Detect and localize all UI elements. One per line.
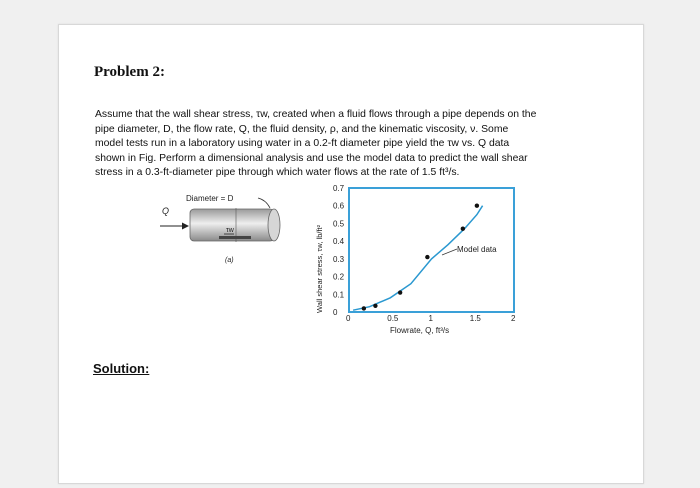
annotation-model-data: Model data: [457, 245, 497, 254]
data-point: [461, 227, 465, 231]
y-tick-label: 0: [333, 308, 338, 317]
y-tick-label: 0.4: [333, 237, 345, 247]
y-tick-label: 0.5: [333, 219, 345, 229]
data-point: [373, 304, 377, 308]
x-axis-label: Flowrate, Q, ft³/s: [390, 326, 450, 335]
data-point: [425, 255, 429, 259]
x-tick-label: 0.5: [387, 314, 399, 323]
solution-heading: Solution:: [93, 361, 150, 376]
y-axis-label: Wall shear stress, τw, lb/ft²: [315, 224, 324, 313]
x-tick-label: 1: [428, 314, 433, 323]
tau-label: τw: [226, 227, 234, 234]
x-tick-label: 2: [511, 314, 516, 323]
y-tick-label: 0.6: [333, 201, 345, 211]
data-point: [362, 306, 366, 310]
pipe-figure: [160, 194, 280, 264]
flow-arrowhead: [182, 223, 189, 230]
diameter-label: Diameter = D: [186, 194, 234, 203]
x-tick-label: 0: [346, 314, 351, 323]
chart: [315, 184, 516, 335]
problem-title: Problem 2:: [94, 64, 165, 80]
y-tick-label: 0.1: [333, 290, 345, 300]
diameter-leader: [258, 198, 270, 208]
pipe-end: [268, 209, 280, 241]
wall-shading: [219, 236, 251, 239]
fit-curve: [353, 206, 483, 311]
problem-statement: Assume that the wall shear stress, τw, created when a fluid flows through a pipe depends on the pipe diameter, D, the flow rate, Q, the fluid density, ρ, and the kinematic viscosity, ν. Some model tests run in a laboratory using water in a 0.2-ft diameter pipe yield the τw vs. Q data shown in Fig. Perform a dimensional analysis and use the model data to predict the wall shear stress in a 0.3-ft-diameter pipe through which water flows at the rate of 1.5 ft³/s.: [95, 109, 537, 178]
x-tick-label: 1.5: [469, 314, 481, 323]
y-tick-label: 0.7: [333, 184, 345, 193]
figure-a-caption: (a): [225, 257, 234, 264]
flow-q-label: Q: [162, 206, 170, 216]
annotation-leader: [442, 249, 457, 255]
data-point: [398, 290, 402, 294]
y-tick-label: 0.3: [333, 254, 345, 264]
data-point: [475, 204, 479, 208]
y-tick-label: 0.2: [333, 272, 345, 282]
